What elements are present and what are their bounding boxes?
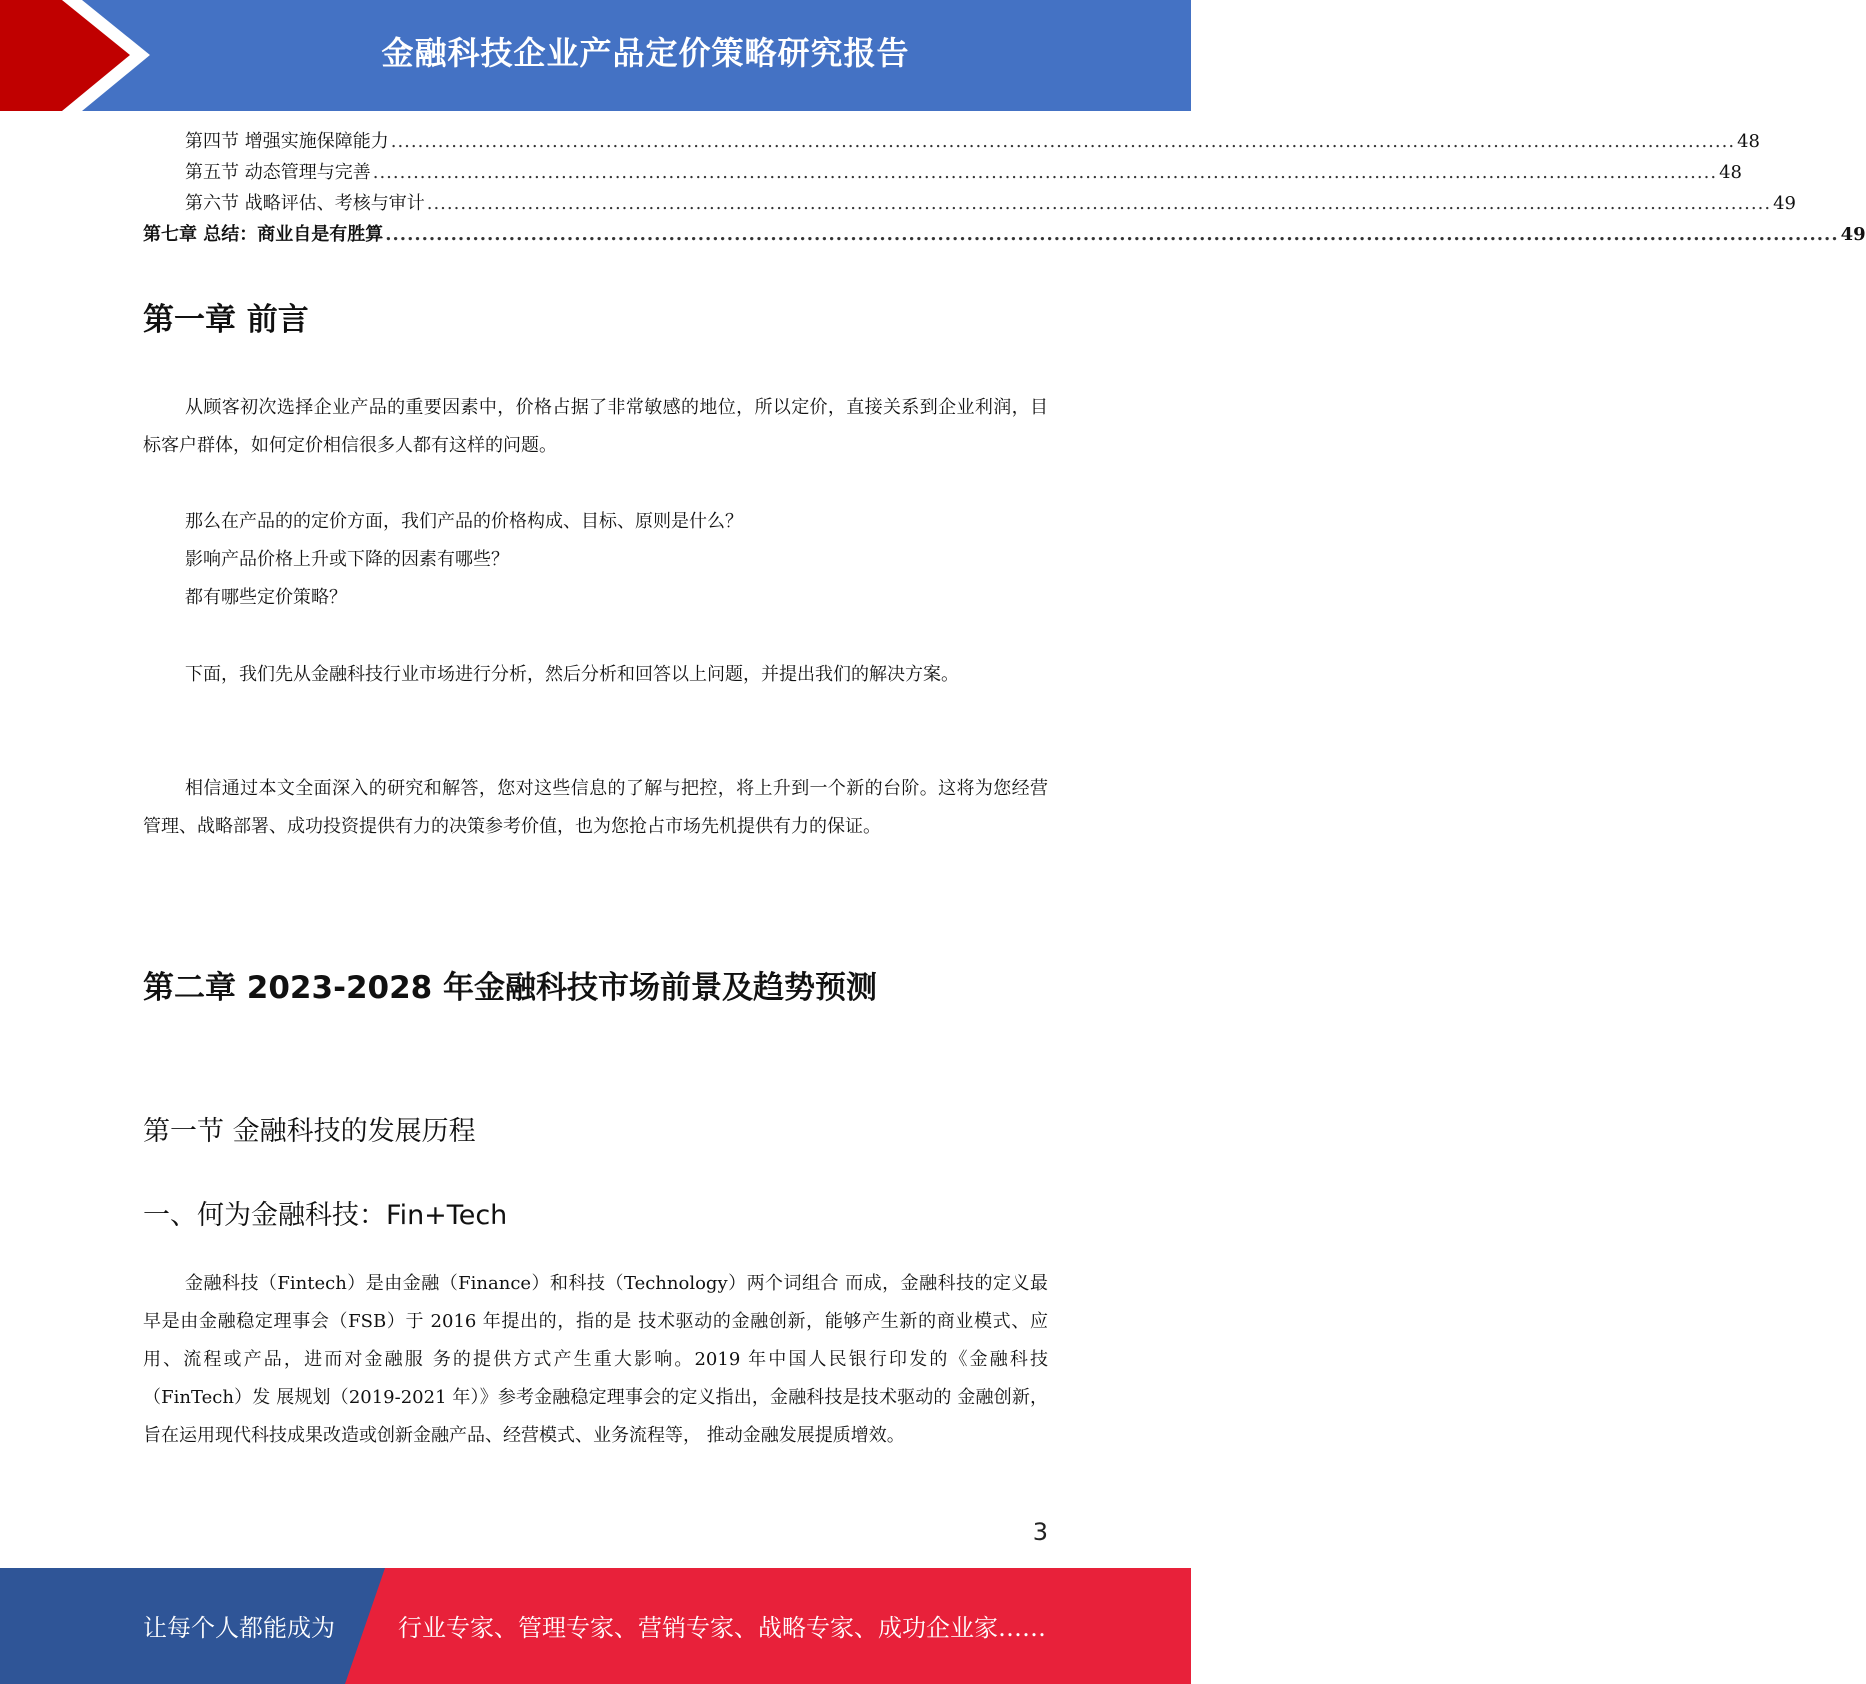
toc-leader-dots: ........................................................................................................................................................................................................ bbox=[385, 224, 1839, 245]
toc-entry-title: 第六节 战略评估、考核与审计 bbox=[185, 193, 425, 214]
toc-entry-page: 49 bbox=[1840, 224, 1866, 245]
page-footer bbox=[0, 1568, 1191, 1684]
page-header bbox=[0, 0, 1191, 111]
toc-list bbox=[143, 126, 1866, 250]
footer-slogan-right: 行业专家、管理专家、营销专家、战略专家、成功企业家…… bbox=[398, 1614, 1046, 1642]
question-item: 影响产品价格上升或下降的因素有哪些？ bbox=[185, 549, 509, 570]
footer-slogan-left: 让每个人都能成为 bbox=[143, 1614, 335, 1642]
body-paragraph: 下面，我们先从金融科技行业市场进行分析，然后分析和回答以上问题，并提出我们的解决方案。 bbox=[185, 664, 959, 685]
question-item: 都有哪些定价策略？ bbox=[185, 587, 347, 608]
subsection-heading: 一、何为金融科技：Fin+Tech bbox=[143, 1200, 508, 1231]
toc-entry-page: 48 bbox=[1719, 162, 1742, 183]
toc-entry[interactable] bbox=[143, 157, 1742, 188]
section-heading: 第一节 金融科技的发展历程 bbox=[143, 1116, 476, 1147]
toc-entry[interactable] bbox=[143, 126, 1760, 157]
question-list bbox=[143, 503, 1048, 617]
body-paragraph: 从顾客初次选择企业产品的重要因素中，价格占据了非常敏感的地位，所以定价，直接关系到企业利润，目标客户群体，如何定价相信很多人都有这样的问题。 bbox=[143, 397, 1048, 456]
toc-entry-page: 48 bbox=[1737, 131, 1760, 152]
chapter-heading: 第一章 前言 bbox=[143, 302, 309, 338]
toc-leader-dots: ........................................................................................................................................................................................................ bbox=[390, 131, 1736, 152]
page-number: 3 bbox=[1032, 1518, 1048, 1546]
body-paragraph: 金融科技（Fintech）是由金融（Finance）和科技（Technology）两个词组合 而成，金融科技的定义最早是由金融稳定理事会（FSB）于 2016 年提出的，指的是 技术驱动的金融创新，能够产生新的商业模式、应用、流程或产品，进而对金融服 务的提供方式产生重大影响。2019 年中国人民银行印发的《金融科技（FinTech）发 展规划（2019-2021 年）》参考金融稳定理事会的定义指出，金融科技是技术驱动的 金融创新，旨在运用现代科技成果改造或创新金融产品、经营模式、业务流程等， 推动金融发展提质增效。 bbox=[143, 1273, 1048, 1446]
chapter-heading: 第二章 2023-2028 年金融科技市场前景及趋势预测 bbox=[143, 970, 878, 1006]
toc-leader-dots: ........................................................................................................................................................................................................ bbox=[372, 162, 1718, 183]
question-item: 那么在产品的的定价方面，我们产品的价格构成、目标、原则是什么？ bbox=[185, 511, 743, 532]
toc-entry-chapter[interactable] bbox=[143, 219, 1866, 250]
toc-entry[interactable] bbox=[143, 188, 1796, 219]
toc-entry-page: 49 bbox=[1773, 193, 1796, 214]
toc-entry-title: 第七章 总结：商业自是有胜算 bbox=[143, 224, 384, 245]
body-paragraph: 相信通过本文全面深入的研究和解答，您对这些信息的了解与把控，将上升到一个新的台阶。这将为您经营管理、战略部署、成功投资提供有力的决策参考价值，也为您抢占市场先机提供有力的保证。 bbox=[143, 778, 1048, 837]
header-title: 金融科技企业产品定价策略研究报告 bbox=[381, 34, 910, 72]
toc-entry-title: 第五节 动态管理与完善 bbox=[185, 162, 371, 183]
toc-leader-dots: ........................................................................................................................................................................................................ bbox=[426, 193, 1772, 214]
toc-entry-title: 第四节 增强实施保障能力 bbox=[185, 131, 389, 152]
